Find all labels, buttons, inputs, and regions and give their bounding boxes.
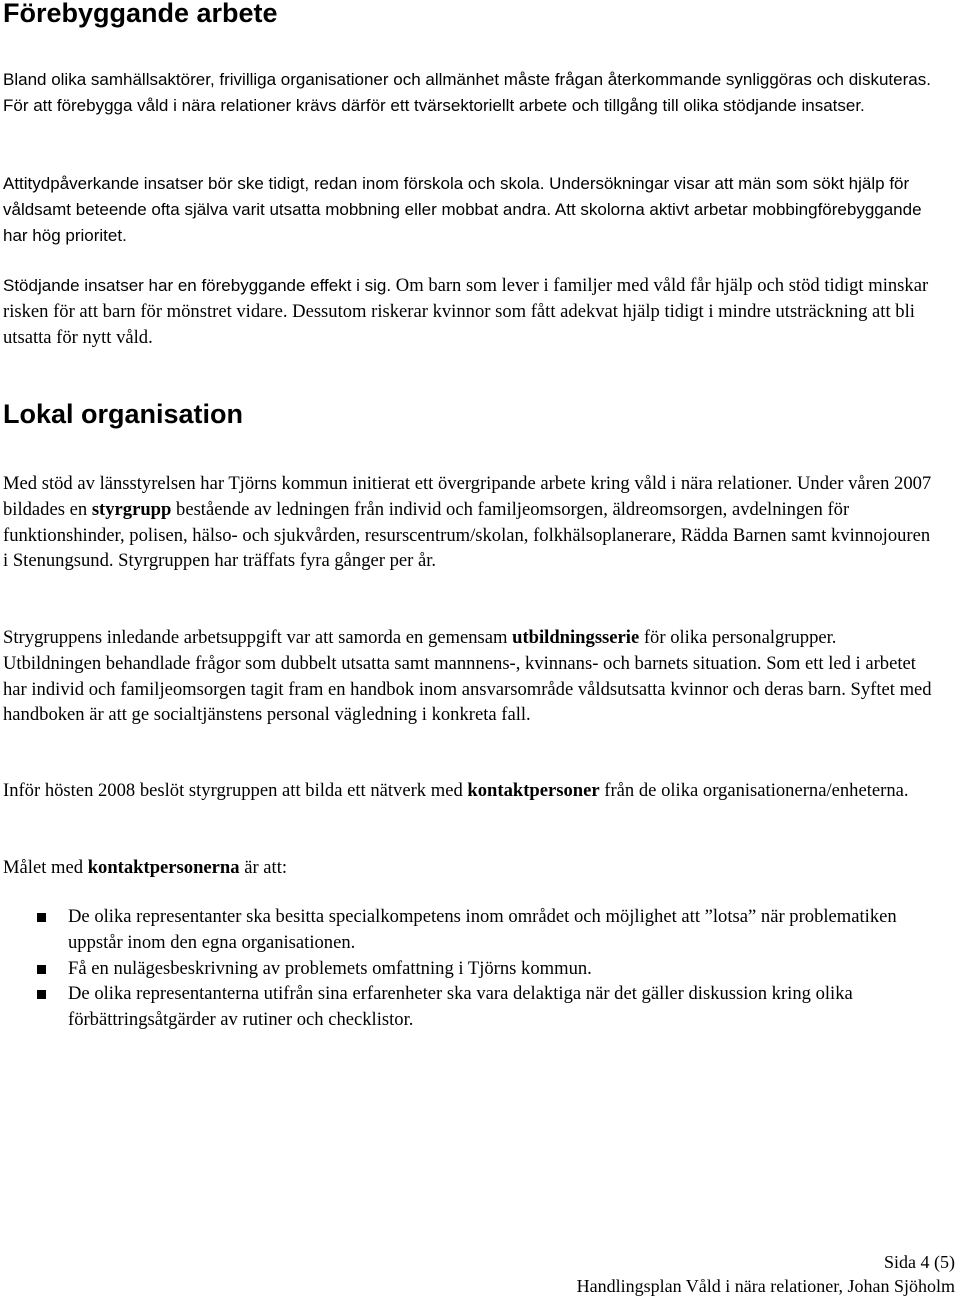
- list-item-text: De olika representanterna utifrån sina erfarenheter ska vara delaktiga när det gäller diskussion kring olika förbättringsåtgärder av rutiner och checklistor.: [68, 983, 853, 1031]
- paragraph-support: [3, 273, 938, 351]
- malet-bold: kontaktpersonerna: [87, 857, 240, 878]
- paragraph-intro: Bland olika samhällsaktörer, frivilliga organisationer och allmänhet måste frågan återkommande synliggöras och diskuteras. För att förebygga våld i nära relationer krävs därför ett tvärsektoriellt arbete och tillgång till olika stödjande insatser.: [3, 70, 931, 115]
- list-item: [0, 981, 938, 1033]
- utbildning-text-a: Strygruppens inledande arbetsuppgift var att samorda en gemensam: [3, 627, 513, 648]
- paragraph-utbildningsserie: [3, 625, 938, 728]
- utbildning-bold: utbildningsserie: [512, 627, 640, 648]
- square-bullet-icon: [37, 965, 46, 974]
- list-item: [0, 956, 938, 982]
- square-bullet-icon: [37, 990, 46, 999]
- heading-lokal-organisation: Lokal organisation: [3, 399, 244, 429]
- kontakt-text-a: Inför hösten 2008 beslöt styrgruppen att bilda ett nätverk med: [3, 780, 468, 801]
- paragraph-kontaktpersoner: [3, 778, 938, 804]
- heading-forebyggande-arbete: Förebyggande arbete: [3, 0, 278, 28]
- paragraph-attitude-lead: Attitydpåverkande insatser bör ske tidigt, redan inom förskola och skola.: [3, 174, 545, 193]
- utbildning-text-b: för olika personalgrupper. Utbildningen behandlade frågor som dubbelt utsatta samt mannnens-, kvinnans- och barnets situation. Som ett led i arbetet har individ och familjeomsorgen tagit fram en handbok inom ansvarsområde våldsutsatta kvinnor och deras barn. Syftet med handboken är att ge socialtjänstens personal vägledning i konkreta fall.: [3, 627, 932, 726]
- styrgrupp-text-a: Med stöd av länsstyrelsen har Tjörns kommun initierat ett övergripande arbete kring våld i nära relationer. Under våren 2007 bildades en: [3, 473, 932, 520]
- malet-text-b: är att:: [239, 857, 288, 878]
- square-bullet-icon: [37, 913, 46, 922]
- paragraph-support-lead: Stödjande insatser har en förebyggande effekt i sig.: [3, 276, 392, 295]
- kontakt-bold: kontaktpersoner: [467, 780, 600, 801]
- paragraph-malet: [3, 855, 938, 881]
- kontakt-text-b: från de olika organisationerna/enheterna.: [599, 780, 909, 801]
- footer-document-title: Handlingsplan Våld i nära relationer, Johan Sjöholm: [576, 1276, 955, 1296]
- malet-text-a: Målet med: [3, 857, 88, 878]
- paragraph-attitude-rest: Undersökningar visar att män som sökt hjälp för våldsamt beteende ofta själva varit utsatta mobbning eller mobbat andra. Att skolorna aktivt arbetar mobbingförebyggande har hög prioritet.: [3, 174, 922, 245]
- goal-list: [0, 904, 940, 1033]
- list-item-text: Få en nulägesbeskrivning av problemets omfattning i Tjörns kommun.: [68, 957, 592, 979]
- styrgrupp-bold: styrgrupp: [91, 498, 172, 520]
- styrgrupp-text-b: bestående av ledningen från individ och familjeomsorgen, äldreomsorgen, avdelningen för funktionshinder, polisen, hälso- och sjukvården, resurscentrum/skolan, folkhälsoplanerare, Rädda Barnen samt kvinnojouren i Stenungsund. Styrgruppen har träffats fyra gånger per år.: [3, 498, 931, 572]
- footer-page-number: Sida 4 (5): [884, 1252, 955, 1272]
- paragraph-support-rest: Om barn som lever i familjer med våld får hjälp och stöd tidigt minskar risken för att barn för mönstret vidare. Dessutom riskerar kvinnor som fått adekvat hjälp tidigt i mindre utsträckning att bli utsatta för nytt våld.: [3, 275, 929, 348]
- paragraph-attitude: [3, 171, 938, 249]
- list-item: [0, 904, 938, 956]
- paragraph-styrgrupp: [3, 471, 938, 574]
- list-item-text: De olika representanter ska besitta specialkompetens inom området och möjlighet att ”lotsa” när problematiken uppstår inom den egna organisationen.: [68, 906, 897, 953]
